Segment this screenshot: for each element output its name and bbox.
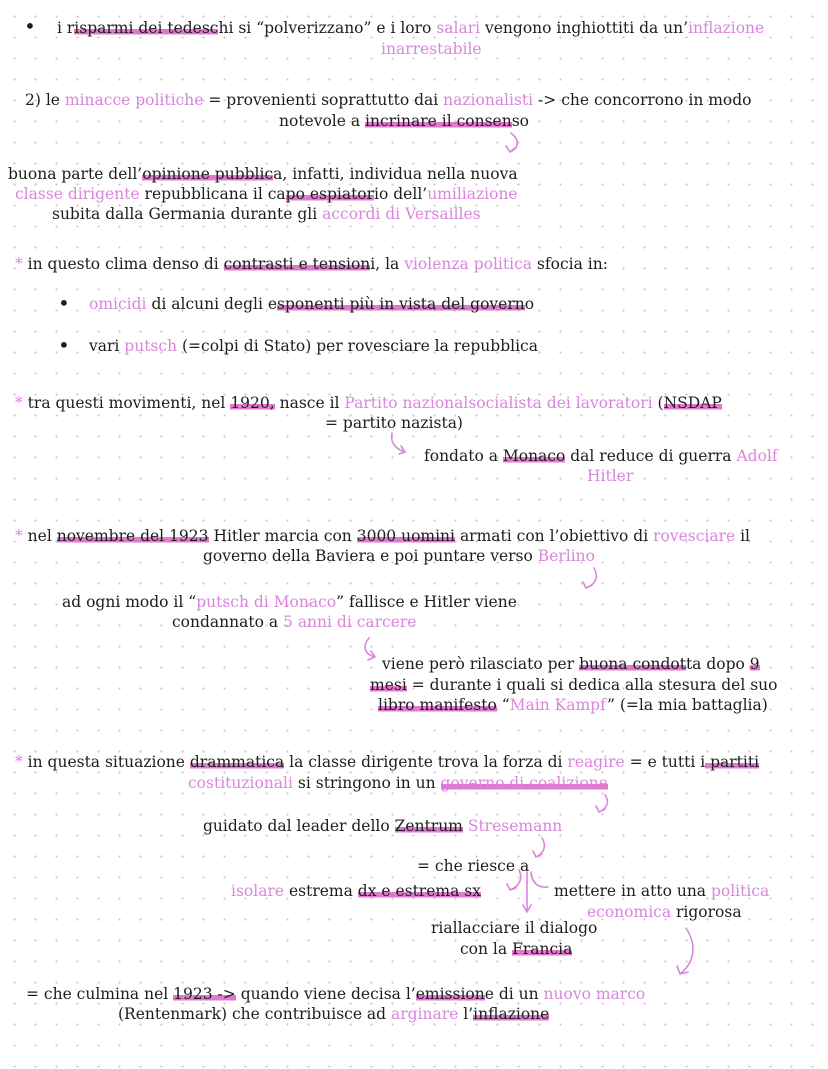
note-line [57, 18, 764, 38]
highlighted-term: NSDAP [663, 394, 722, 412]
text: ad ogni modo il “ [62, 593, 197, 611]
text: governo della Baviera e poi puntare verso [203, 547, 538, 565]
text: nasce il [274, 394, 345, 412]
key-term: Hitler [587, 467, 634, 485]
text: Hitler marcia con [208, 527, 357, 545]
key-term: nazionalisti [443, 91, 534, 109]
highlighted-term: mesi [370, 676, 407, 694]
note-line [26, 984, 645, 1004]
key-term: nuovo marco [543, 985, 646, 1003]
key-term: costituzionali [188, 774, 293, 792]
key-term: inarrestabile [381, 40, 482, 58]
highlighted-term: partiti [705, 753, 760, 771]
key-term: economica [587, 903, 672, 921]
text: condannato a [172, 613, 284, 631]
text: notevole a [279, 112, 366, 130]
asterisk-icon: * [15, 394, 23, 412]
text: dal reduce di guerra [565, 447, 737, 465]
highlighted-term: dx e estrema sx [357, 882, 481, 900]
note-line [52, 204, 481, 224]
note-line [370, 675, 777, 695]
text: i, la [370, 255, 405, 273]
key-term: umiliazione [427, 185, 518, 203]
highlighted-term: opinione pubblic [142, 165, 274, 183]
key-term: 5 anni di carcere [283, 613, 417, 631]
note-line [8, 164, 518, 184]
note-line [382, 654, 760, 674]
note-line [188, 773, 608, 793]
text: a, infatti, individua nella nuova [273, 165, 518, 183]
note-line [15, 184, 518, 204]
note-line [15, 752, 759, 772]
text: io dell’ [374, 185, 428, 203]
bullet-dot-icon: • [58, 333, 70, 357]
text: in questo clima denso di [22, 255, 224, 273]
arrow-icon [392, 433, 405, 454]
text: “ [496, 696, 510, 714]
text: fondato a [424, 447, 503, 465]
key-term: putsch di Monaco [196, 593, 337, 611]
text: = durante i quali si dedica alla stesura del suo [406, 676, 778, 694]
text: sfocia in: [532, 255, 608, 273]
note-line [172, 612, 416, 632]
text: vengono inghiottiti da un’ [480, 19, 689, 37]
arrow-icon [583, 568, 596, 588]
text: l’ [458, 1005, 474, 1023]
key-term: inflazione [688, 19, 765, 37]
text: = che culmina nel [26, 985, 174, 1003]
key-term: omicidi [89, 295, 147, 313]
text: buona parte dell’ [8, 165, 143, 183]
text: subita dalla Germania durante gli [52, 205, 323, 223]
text: tra questi movimenti, nel [22, 394, 231, 412]
key-term: reagire [567, 753, 625, 771]
text: e di un [484, 985, 544, 1003]
note-line [62, 592, 517, 612]
note-line [15, 526, 750, 546]
text: la classe dirigente trova la forza di [284, 753, 568, 771]
text: -> che concorrono in modo [533, 91, 752, 109]
highlighted-term: buona condot [579, 655, 686, 673]
note-line [89, 294, 534, 314]
key-term: putsch [124, 337, 178, 355]
key-term: violenza politica [404, 255, 532, 273]
note-line [25, 90, 752, 110]
text: ” fallisce e Hitler viene [336, 593, 517, 611]
text: i r [57, 19, 75, 37]
note-line: = partito nazista) [325, 414, 463, 432]
key-term: Partito nazionalsocialista dei lavoratori [344, 394, 653, 412]
key-term: salari [436, 19, 481, 37]
text: in questa situazione [22, 753, 190, 771]
text: viene però rilasciato per [382, 655, 580, 673]
highlighted-term: incrinare il consen [365, 112, 512, 130]
highlighted-term: 9 [749, 655, 760, 673]
arrow-icon [365, 638, 375, 660]
arrow-icon [523, 872, 531, 912]
arrow-icon [533, 838, 544, 857]
highlighted-term: Francia [512, 940, 573, 958]
note-line [203, 546, 595, 566]
note-line [460, 939, 572, 959]
highlighted-term: isparmi dei tedesc [74, 19, 219, 37]
highlighted-term: libro manifesto [378, 696, 497, 714]
note-line [378, 695, 768, 715]
key-term: Adolf [736, 447, 778, 465]
key-term: rovesciare [653, 527, 736, 545]
note-line [15, 393, 722, 413]
highlighted-term: Monaco [502, 447, 566, 465]
key-term: isolare [231, 882, 285, 900]
text: con la [460, 940, 513, 958]
highlighted-term: 3000 uomini [356, 527, 456, 545]
key-term: classe dirigente [15, 185, 140, 203]
text: ( [652, 394, 664, 412]
note-line [89, 336, 538, 356]
highlighted-term: contrasti e tension [223, 255, 371, 273]
bullet-dot-icon: • [58, 291, 70, 315]
note-line [424, 446, 778, 466]
bullet-dot-icon: • [24, 14, 36, 38]
arrow-icon [531, 872, 548, 887]
text: quando viene decisa l’ [235, 985, 416, 1003]
arrow-icon [677, 928, 693, 974]
highlighted-term: inflazione [473, 1005, 550, 1023]
key-term: governo di coalizione [440, 774, 608, 792]
key-term: minacce politiche [64, 91, 204, 109]
text: = e tutti i [624, 753, 706, 771]
note-line [203, 816, 562, 836]
text: repubblicana il ca [139, 185, 286, 203]
note-line [587, 902, 742, 922]
asterisk-icon: * [15, 255, 23, 273]
text: ” (=la mia battaglia) [606, 696, 768, 714]
note-line [15, 254, 608, 274]
highlighted-term: drammatica [189, 753, 285, 771]
key-term: politica [710, 882, 770, 900]
text: ta dopo [685, 655, 750, 673]
text: mettere in atto una [554, 882, 711, 900]
key-term: accordi di Versailles [322, 205, 481, 223]
text: rigorosa [671, 903, 742, 921]
text: so [511, 112, 529, 130]
text: vari [89, 337, 125, 355]
key-term: Stresemann [467, 817, 563, 835]
key-term: Berlino [537, 547, 595, 565]
highlighted-term: po espiator [285, 185, 375, 203]
note-line: riallacciare il dialogo [431, 919, 598, 937]
text: di alcuni degli e [146, 295, 278, 313]
text: estrema [284, 882, 358, 900]
key-term: arginare [391, 1005, 459, 1023]
arrow-icon [506, 133, 517, 152]
highlighted-term: novembre del 1923 [56, 527, 209, 545]
text: hi si “polverizzano” e i loro [218, 19, 437, 37]
text: (Rentenmark) che contribuisce ad [118, 1005, 392, 1023]
note-line [231, 881, 481, 901]
highlighted-term: 1923 -> [173, 985, 236, 1003]
text: armati con l’obiettivo di [455, 527, 654, 545]
highlighted-term: Zentrum [394, 817, 463, 835]
text: si stringono in un [292, 774, 441, 792]
highlighted-term: sponenti più in vista del govern [277, 295, 525, 313]
text: (=colpi di Stato) per rovesciare la repubblica [177, 337, 538, 355]
text: guidato dal leader dello [203, 817, 395, 835]
text: = provenienti soprattutto dai [203, 91, 444, 109]
note-line [279, 111, 529, 131]
note-line [118, 1004, 549, 1024]
text: 2) le [25, 91, 65, 109]
note-line [554, 881, 769, 901]
asterisk-icon: * [15, 527, 23, 545]
highlighted-term: 1920, [230, 394, 275, 412]
text: nel [22, 527, 57, 545]
asterisk-icon: * [15, 753, 23, 771]
key-term: Main Kampf [509, 696, 607, 714]
text: o [524, 295, 535, 313]
arrow-icon [596, 795, 607, 812]
text: il [735, 527, 751, 545]
note-line: = che riesce a [417, 857, 530, 875]
highlighted-term: emission [415, 985, 485, 1003]
